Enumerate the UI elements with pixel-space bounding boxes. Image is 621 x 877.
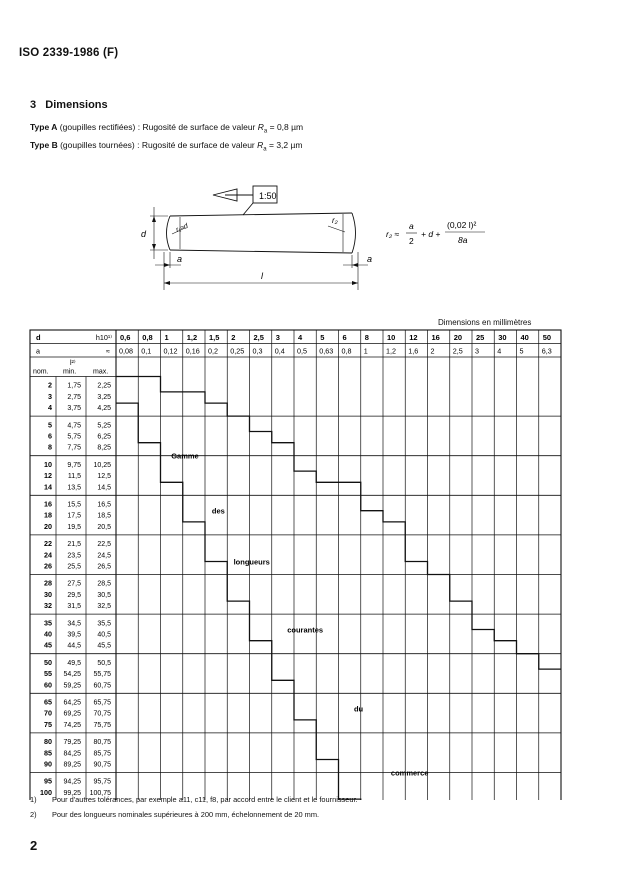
l-min: 94,25 bbox=[63, 778, 81, 786]
l-min: 23,5 bbox=[67, 552, 81, 560]
l-nom: 55 bbox=[44, 669, 52, 679]
a-value: 4 bbox=[497, 346, 502, 356]
l-nom: 35 bbox=[44, 618, 52, 628]
l-min: 21,5 bbox=[67, 541, 81, 549]
l-max: 55,75 bbox=[93, 671, 111, 679]
a-value: 2 bbox=[430, 346, 435, 356]
l-nom: 100 bbox=[40, 787, 52, 797]
page-number: 2 bbox=[30, 838, 38, 853]
l-max: 85,75 bbox=[93, 750, 111, 758]
dim-r1-label: r₁≈d bbox=[175, 222, 190, 234]
footnote-num: 2) bbox=[30, 810, 37, 819]
a-value: 0,4 bbox=[274, 346, 285, 356]
l-min: 2,75 bbox=[67, 393, 81, 401]
d-value: 1,2 bbox=[186, 333, 198, 342]
a-value: 3 bbox=[475, 346, 479, 356]
l-max: 2,25 bbox=[97, 382, 111, 390]
l-nom: 16 bbox=[44, 499, 52, 509]
l-max: 28,5 bbox=[97, 580, 111, 588]
a-label: a bbox=[36, 346, 40, 356]
d-value: 6 bbox=[342, 333, 347, 342]
a-value: 0,08 bbox=[119, 346, 133, 356]
a-value: 0,8 bbox=[341, 346, 352, 356]
d-value: 0,8 bbox=[142, 333, 153, 342]
l-max: 6,25 bbox=[97, 433, 111, 441]
footnote-2 bbox=[30, 810, 319, 819]
l-max: 75,75 bbox=[93, 721, 111, 729]
d-value: 50 bbox=[542, 333, 552, 342]
d-value: 16 bbox=[431, 333, 440, 342]
d-value: 10 bbox=[387, 333, 396, 342]
l-min: 74,25 bbox=[63, 721, 81, 729]
l-nom: 45 bbox=[44, 640, 52, 650]
range-label: commerce bbox=[390, 768, 429, 778]
a-value: 1,2 bbox=[386, 346, 396, 356]
d-value: 4 bbox=[298, 333, 303, 342]
l-nom: 75 bbox=[44, 719, 52, 729]
l-min: 49,5 bbox=[67, 659, 81, 667]
l-max: 70,75 bbox=[93, 710, 111, 718]
a-value: 0,5 bbox=[297, 346, 307, 356]
d-label: d bbox=[36, 333, 41, 342]
dim-d-label: d bbox=[141, 229, 147, 239]
l-min: 11,5 bbox=[67, 473, 81, 481]
l-min: 99,25 bbox=[63, 789, 81, 797]
l-max: 100,75 bbox=[89, 789, 111, 797]
l-min: 69,25 bbox=[63, 710, 81, 718]
l-min: 9,75 bbox=[67, 461, 81, 469]
l-max: 24,5 bbox=[97, 552, 111, 560]
a-value: 6,3 bbox=[541, 346, 552, 356]
l-min: 13,5 bbox=[67, 484, 81, 492]
formula-lhs: r₂ ≈ bbox=[386, 229, 400, 239]
type-desc: (goupilles rectifiées) : Rugosité de surface de valeur bbox=[59, 122, 256, 132]
footnote-1 bbox=[30, 795, 358, 804]
l-max: 35,5 bbox=[97, 620, 111, 628]
l-nom: 3 bbox=[48, 391, 52, 401]
l-max: 4,25 bbox=[97, 405, 111, 413]
l-nom: 6 bbox=[48, 431, 52, 441]
l-label: l²⁾ bbox=[70, 360, 76, 367]
roughness-sub: a bbox=[263, 146, 267, 153]
dim-a-left-label: a bbox=[177, 254, 183, 264]
a-value: 1,6 bbox=[408, 346, 419, 356]
l-max: 32,5 bbox=[97, 603, 111, 611]
dim-l-label: l bbox=[261, 271, 263, 281]
l-max: 80,75 bbox=[93, 739, 111, 747]
l-min: 27,5 bbox=[67, 580, 81, 588]
a-value: 1 bbox=[363, 346, 368, 356]
l-nom: 95 bbox=[44, 776, 52, 786]
l-nom: 12 bbox=[44, 471, 52, 481]
l-nom: 60 bbox=[44, 680, 52, 690]
col-max: max. bbox=[93, 368, 109, 376]
l-max: 30,5 bbox=[97, 591, 111, 599]
formula-frac1-den: 2 bbox=[409, 236, 414, 246]
footnote-text: Pour d'autres tolérances, par exemple a11, c11, f8, par accord entre le client et le fournisseur. bbox=[52, 795, 358, 804]
col-nom: nom. bbox=[33, 368, 49, 376]
footnote-text: Pour des longueurs nominales supérieures à 200 mm, échelonnement de 20 mm. bbox=[52, 810, 320, 819]
a-value: 0,2 bbox=[208, 346, 218, 356]
l-nom: 50 bbox=[44, 657, 52, 667]
l-nom: 85 bbox=[44, 748, 52, 758]
d-value: 5 bbox=[320, 333, 325, 342]
l-min: 29,5 bbox=[67, 591, 81, 599]
l-nom: 2 bbox=[48, 380, 52, 390]
l-nom: 40 bbox=[44, 629, 52, 639]
l-max: 45,5 bbox=[97, 642, 111, 650]
formula-frac2-num: (0,02 l)² bbox=[447, 220, 477, 230]
d-value: 2,5 bbox=[253, 333, 264, 342]
a-value: 2,5 bbox=[452, 346, 463, 356]
l-max: 10,25 bbox=[93, 461, 111, 469]
d-value: 0,6 bbox=[120, 333, 131, 342]
l-min: 64,25 bbox=[63, 699, 81, 707]
a-value: 5 bbox=[519, 346, 524, 356]
l-nom: 18 bbox=[44, 510, 52, 520]
l-min: 39,5 bbox=[67, 631, 81, 639]
l-nom: 24 bbox=[44, 550, 52, 560]
d-value: 1,5 bbox=[209, 333, 220, 342]
l-nom: 90 bbox=[44, 759, 52, 769]
section-number: 3 bbox=[30, 99, 37, 111]
a-value: 0,1 bbox=[141, 346, 152, 356]
l-max: 26,5 bbox=[97, 563, 111, 571]
dim-r2-label: r₂ bbox=[332, 216, 338, 225]
unit-note: Dimensions en millimètres bbox=[438, 318, 532, 327]
l-min: 3,75 bbox=[67, 405, 81, 413]
roughness-symbol: R bbox=[257, 122, 264, 132]
range-label: Gamme bbox=[171, 451, 199, 461]
a-value: 0,3 bbox=[252, 346, 263, 356]
l-max: 14,5 bbox=[97, 484, 111, 492]
roughness-symbol: R bbox=[257, 140, 264, 150]
l-min: 44,5 bbox=[67, 642, 81, 650]
l-min: 19,5 bbox=[67, 523, 81, 531]
l-nom: 32 bbox=[44, 601, 52, 611]
section-title: Dimensions bbox=[45, 99, 108, 111]
a-value: 0,63 bbox=[319, 346, 334, 356]
d-value: 3 bbox=[275, 333, 280, 342]
l-min: 5,75 bbox=[67, 433, 81, 441]
d-value: 20 bbox=[453, 333, 463, 342]
range-label: longueurs bbox=[233, 557, 270, 567]
d-value: 2 bbox=[231, 333, 236, 342]
range-label: des bbox=[211, 506, 225, 516]
l-max: 18,5 bbox=[97, 512, 111, 520]
l-min: 17,5 bbox=[67, 512, 81, 520]
l-min: 59,25 bbox=[63, 682, 81, 690]
l-min: 34,5 bbox=[67, 620, 81, 628]
roughness-value: = 0,8 µm bbox=[269, 122, 304, 132]
range-label: du bbox=[353, 704, 364, 714]
l-min: 25,5 bbox=[67, 563, 81, 571]
type-label: Type B bbox=[30, 140, 58, 150]
formula-frac1-num: a bbox=[409, 221, 414, 231]
l-max: 16,5 bbox=[97, 501, 111, 509]
l-min: 4,75 bbox=[67, 422, 81, 430]
l-max: 40,5 bbox=[97, 631, 111, 639]
d-value: 8 bbox=[364, 333, 369, 342]
l-nom: 26 bbox=[44, 561, 52, 571]
l-nom: 65 bbox=[44, 697, 52, 707]
standard-header: ISO 2339-1986 (F) bbox=[19, 47, 119, 59]
roughness-sub: a bbox=[263, 128, 268, 135]
col-min: min. bbox=[63, 368, 77, 376]
l-nom: 28 bbox=[44, 578, 52, 588]
d-value: 12 bbox=[409, 333, 418, 342]
taper-scale-text: 1:50 bbox=[259, 191, 277, 201]
range-label: courantes bbox=[287, 625, 324, 635]
d-value: 30 bbox=[498, 333, 507, 342]
l-min: 79,25 bbox=[63, 739, 81, 747]
l-max: 60,75 bbox=[93, 682, 111, 690]
l-min: 15,5 bbox=[67, 501, 81, 509]
l-min: 1,75 bbox=[67, 382, 81, 390]
l-nom: 70 bbox=[44, 708, 52, 718]
a-value: 0,12 bbox=[163, 346, 178, 356]
l-max: 5,25 bbox=[97, 422, 111, 430]
d-value: 25 bbox=[476, 333, 485, 342]
a-value: 0,25 bbox=[230, 346, 245, 356]
l-min: 54,25 bbox=[63, 671, 81, 679]
l-min: 84,25 bbox=[63, 750, 81, 758]
l-nom: 14 bbox=[44, 482, 52, 492]
l-min: 89,25 bbox=[63, 761, 81, 769]
l-nom: 80 bbox=[44, 737, 52, 747]
a-value: 0,16 bbox=[185, 346, 200, 356]
l-nom: 22 bbox=[44, 539, 52, 549]
d-tolerance: h10¹⁾ bbox=[95, 333, 112, 342]
l-nom: 30 bbox=[44, 589, 52, 599]
l-max: 3,25 bbox=[97, 393, 111, 401]
l-max: 12,5 bbox=[97, 473, 111, 481]
l-max: 90,75 bbox=[93, 761, 111, 769]
d-value: 1 bbox=[164, 333, 169, 342]
l-max: 20,5 bbox=[97, 523, 111, 531]
roughness-value: = 3,2 µm bbox=[269, 140, 303, 150]
l-max: 22,5 bbox=[97, 541, 111, 549]
l-nom: 20 bbox=[44, 521, 52, 531]
l-min: 7,75 bbox=[67, 444, 81, 452]
l-nom: 8 bbox=[48, 442, 52, 452]
formula-frac2-den: 8a bbox=[458, 235, 468, 245]
footnote-num: 1) bbox=[30, 795, 37, 804]
type-desc: (goupilles tournées) : Rugosité de surface de valeur bbox=[60, 140, 255, 150]
d-value: 40 bbox=[520, 333, 529, 342]
dim-a-right-label: a bbox=[367, 254, 373, 264]
l-nom: 4 bbox=[48, 403, 52, 413]
l-max: 65,75 bbox=[93, 699, 111, 707]
type-label: Type A bbox=[30, 122, 58, 132]
l-nom: 10 bbox=[44, 459, 52, 469]
formula-plus: + d + bbox=[421, 229, 441, 239]
a-tolerance: ≈ bbox=[106, 346, 110, 356]
l-max: 50,5 bbox=[97, 659, 111, 667]
l-max: 95,75 bbox=[93, 778, 111, 786]
l-nom: 5 bbox=[48, 420, 52, 430]
l-max: 8,25 bbox=[97, 444, 111, 452]
l-min: 31,5 bbox=[67, 603, 81, 611]
